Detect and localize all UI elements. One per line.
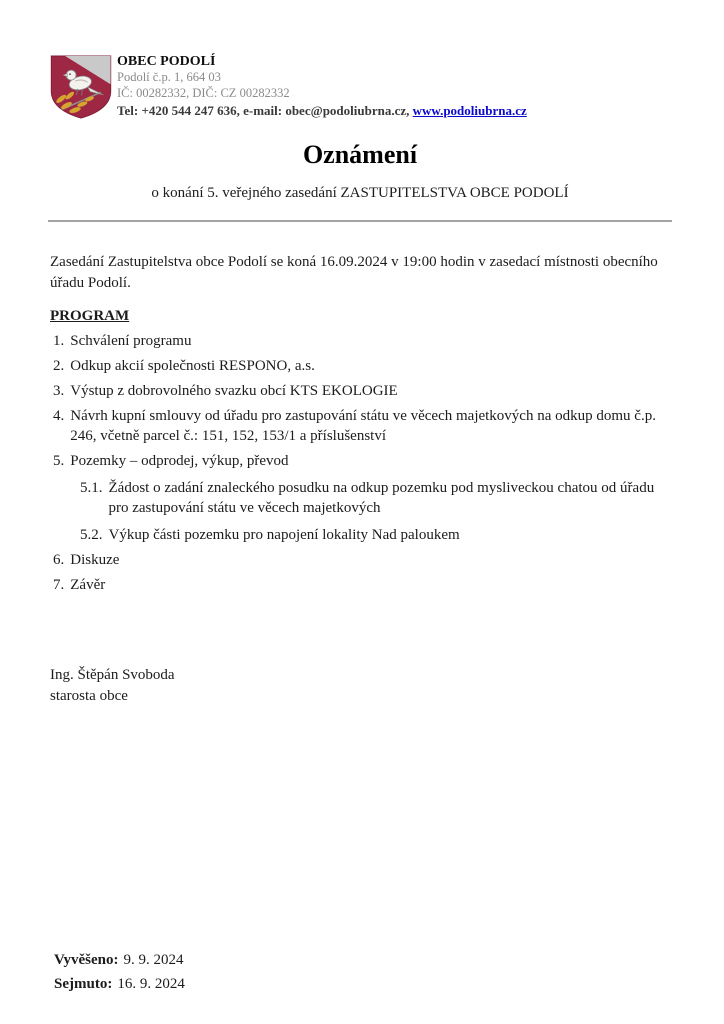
item-number: 2. (53, 357, 65, 374)
item-number: 5.2. (80, 526, 103, 543)
item-number: 5. (53, 452, 65, 469)
org-address: Podolí č.p. 1, 664 03 (117, 70, 221, 84)
posting-dates (54, 948, 185, 996)
item-text: Schválení programu (70, 332, 192, 349)
item-text: Výstup z dobrovolného svazku obcí KTS EKOLOGIE (70, 382, 398, 399)
list-item (48, 451, 672, 471)
list-item (48, 575, 672, 595)
item-number: 7. (53, 576, 65, 593)
item-text: Návrh kupní smlouvy od úřadu pro zastupování státu ve věcech majetkových na odkup domu č.p. 246, včetně parcel č.: 151, 152, 153/1 a příslušenství (70, 407, 656, 444)
signature-role: starosta obce (50, 687, 128, 704)
list-subitem (48, 478, 672, 518)
removed-label: Sejmuto: (54, 976, 113, 992)
list-item (48, 406, 672, 446)
org-name: OBEC PODOLÍ (117, 54, 216, 69)
signature-block (50, 665, 672, 707)
item-text: Diskuze (70, 551, 120, 568)
list-item (48, 331, 672, 351)
item-number: 1. (53, 332, 65, 349)
item-number: 6. (53, 551, 65, 568)
contact-text: Tel: +420 544 247 636, e-mail: obec@podoliubrna.cz, (117, 103, 413, 118)
posted-line (54, 948, 185, 972)
item-text: Žádost o zadání znaleckého posudku na odkup pozemku pod mysliveckou chatou od úřadu pro zastupování státu ve věcech majetkových (108, 479, 655, 516)
item-number: 4. (53, 407, 65, 424)
item-text: Odkup akcií společnosti RESPONO, a.s. (70, 357, 315, 374)
signature-name: Ing. Štěpán Svoboda (50, 666, 175, 683)
list-item (48, 356, 672, 376)
item-text: Výkup části pozemku pro napojení lokality Nad paloukem (108, 526, 460, 543)
list-item (48, 381, 672, 401)
org-registration-ids: IČ: 00282332, DIČ: CZ 00282332 (117, 85, 290, 100)
program-heading: PROGRAM (50, 307, 130, 324)
coat-of-arms-icon (48, 52, 114, 122)
intro-paragraph: Zasedání Zastupitelstva obce Podolí se koná 16.09.2024 v 19:00 hodin v zasedací místnosti obecního úřadu Podolí. (50, 253, 658, 291)
posted-label: Vyvěšeno: (54, 952, 119, 968)
list-item (48, 550, 672, 570)
letterhead-text (117, 52, 527, 119)
item-text: Pozemky – odprodej, výkup, převod (70, 452, 289, 469)
program-list (48, 331, 672, 595)
removed-date: 16. 9. 2024 (117, 976, 185, 992)
removed-line (54, 972, 185, 996)
letterhead (48, 52, 672, 124)
website-link[interactable]: www.podoliubrna.cz (412, 103, 527, 118)
item-number: 3. (53, 382, 65, 399)
posted-date: 9. 9. 2024 (123, 952, 184, 968)
item-text: Závěr (70, 576, 106, 593)
item-number: 5.1. (80, 479, 103, 496)
list-subitem (48, 525, 672, 545)
org-contact-line (117, 102, 527, 119)
page-subtitle: o konání 5. veřejného zasedání ZASTUPITELSTVA OBCE PODOLÍ (151, 185, 569, 201)
divider-line (48, 220, 672, 222)
page-title: Oznámení (302, 140, 418, 169)
